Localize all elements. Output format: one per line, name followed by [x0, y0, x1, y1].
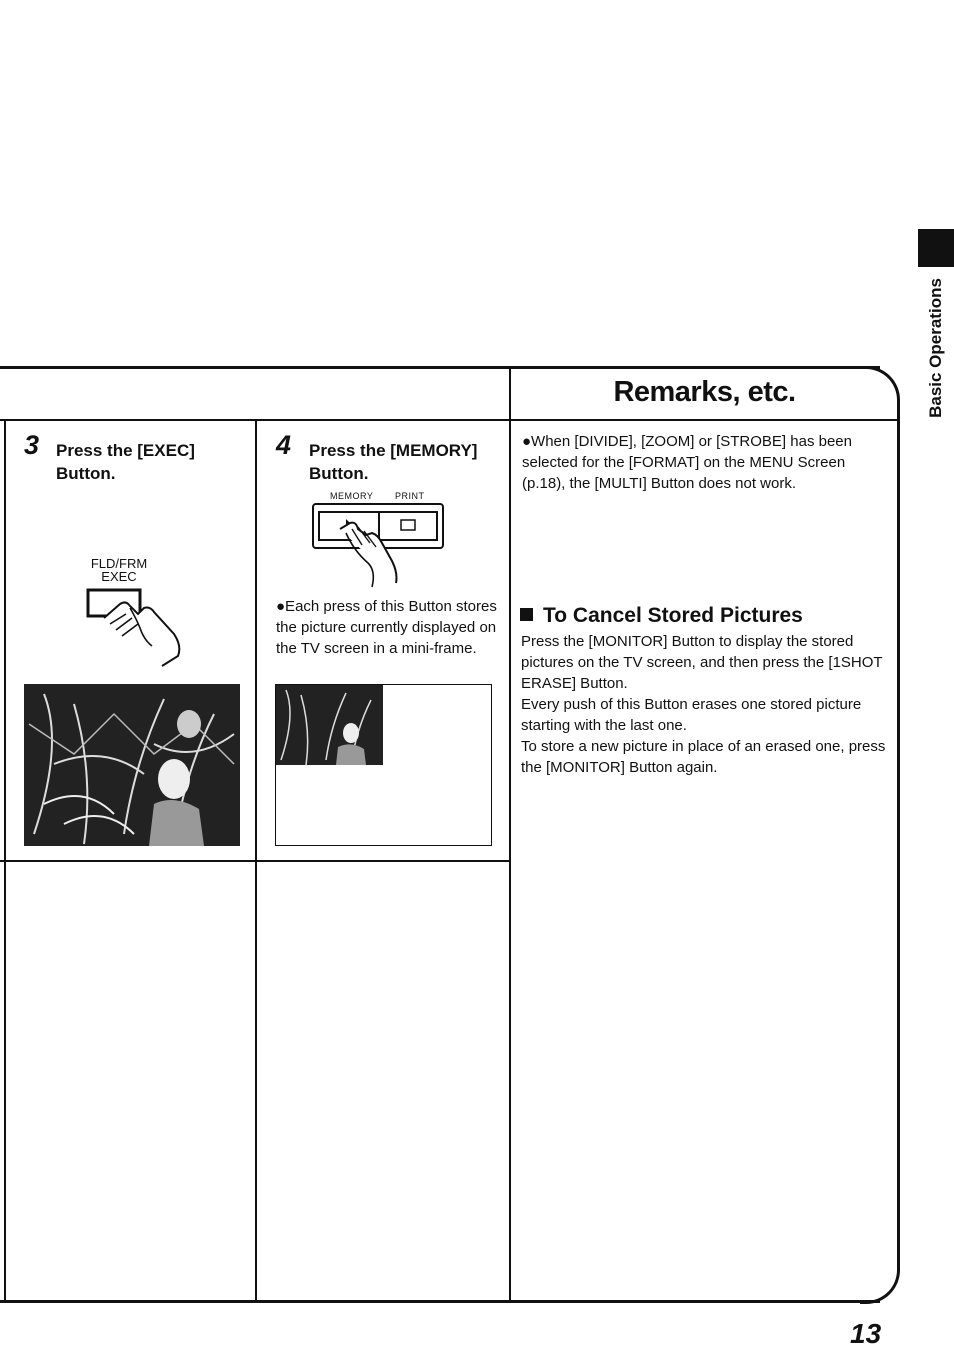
cancel-heading: To Cancel Stored Pictures — [520, 604, 895, 628]
step4-number: 4 — [276, 430, 292, 460]
header-divider — [0, 419, 899, 421]
column-divider-step — [255, 421, 257, 1301]
exec-button-illustration — [82, 584, 192, 668]
mini-frame-scene — [276, 685, 383, 765]
memory-label: MEMORY — [330, 491, 374, 501]
tv-screen-frame — [275, 684, 492, 846]
side-tab-marker — [918, 229, 954, 267]
square-bullet-icon — [520, 608, 533, 621]
column-divider-left — [4, 421, 6, 1301]
frame-bottom-right-corner — [860, 1266, 900, 1304]
remarks-note: ●When [DIVIDE], [ZOOM] or [STROBE] has been selected for the [FORMAT] on the MENU Screen (p.18), the [MULTI] Button does not work. — [522, 433, 852, 492]
column-divider-remarks — [509, 367, 511, 1301]
frame-bottom-border — [0, 1300, 880, 1303]
side-tab-label: Basic Operations — [926, 278, 945, 418]
page-number: 13 — [850, 1318, 882, 1349]
frame-right-border — [897, 400, 900, 1270]
step3-number: 3 — [24, 430, 40, 460]
cancel-instructions: Press the [MONITOR] Button to display the stored pictures on the TV screen, and then press the [1SHOT ERASE] Button. Every push of this Button erases one stored picture starting with the last one. To store a new picture in place of an erased one, press the [MONITOR] Button again. — [521, 633, 886, 776]
memory-print-button-illustration — [310, 501, 450, 595]
tv-picture-photo — [24, 684, 240, 846]
step4-title: Press the [MEMORY] Button. — [309, 441, 478, 483]
mini-frame-photo — [276, 685, 383, 765]
step4-bullet-text: ●Each press of this Button stores the picture currently displayed on the TV screen in a mini-frame. — [276, 598, 497, 657]
frame-top-border — [0, 366, 880, 369]
print-label: PRINT — [395, 491, 425, 501]
exec-button-label: FLD/FRM EXEC — [90, 556, 148, 584]
remarks-title: Remarks, etc. — [613, 376, 796, 408]
photo-scene — [24, 684, 240, 846]
step3-title: Press the [EXEC] Button. — [56, 441, 195, 483]
